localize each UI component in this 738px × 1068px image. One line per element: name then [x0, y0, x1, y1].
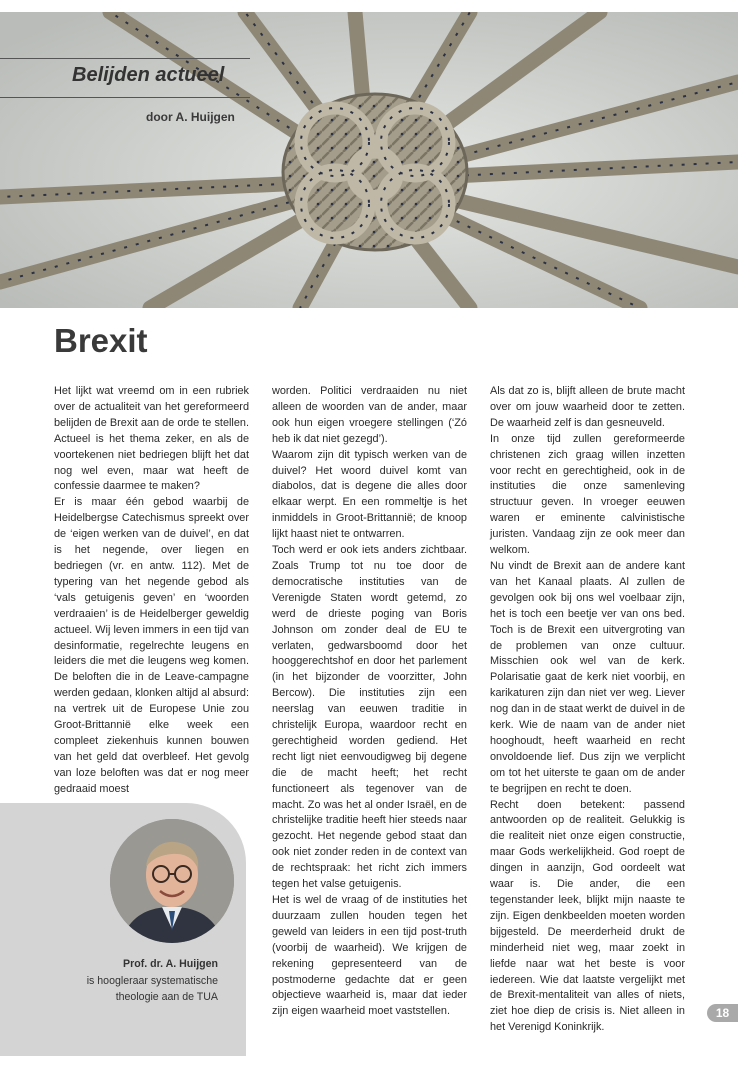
article-column-2	[272, 384, 467, 1020]
rubric-top-rule	[0, 58, 250, 59]
paragraph: In onze tijd zullen gereformeerde christenen zich graag willen inzetten voor recht en gerechtigheid, ook in de instituties die onze samenleving structuur geven. In vroeger eeuwen waren er eminente calvinistische juristen. Vandaag zijn ze ook meer dan welkom.	[490, 432, 685, 557]
rubric-title: Belijden actueel	[72, 64, 225, 86]
paragraph: Er is maar één gebod waarbij de Heidelbergse Catechismus spreekt over de ‘eigen werken van de duivel’, en dat is het negende, over liegen en bedriegen (vr. en antw. 112). Met de typering van het negende gebod als ‘vals getuigenis geven’ en ‘woorden verdraaien’ is de Heidelberger geweldig actueel. Wij leven immers in een tijd van desinformatie, regelrechte leugens en leiders die met die leugens weg komen. De beloften die in de Leave-campagne werden gedaan, klonken altijd al absurd: na vertrek uit de Europese Unie zou Groot-Brittannië elke week een compleet ziekenhuis kunnen bouwen van het geld dat overbleef. Het gevolg van loze beloften was dat er nog meer gedraaid moest	[54, 496, 249, 795]
paragraph: Het is wel de vraag of de instituties het duurzaam zullen houden tegen het geweld van leiders in een tijd post-truth (voorbij de waarheid). We krijgen de rekening gepresenteerd van de postmoderne gedachte dat er geen objectieve waarheid is, maar dat ieder zijn eigen waarheid moet vaststellen.	[272, 894, 467, 1018]
article-column-3	[490, 384, 685, 1036]
paragraph: Recht doen betekent: passend antwoorden op de realiteit. Gelukkig is die realiteit niet onze eigen constructie, maar Gods werkelijkheid. God roept de dingen in aanzijn, God oordeelt wat waar is. Die ander, die een tegenstander leek, blijkt mijn naaste te zijn. Eigen denkbeelden moeten worden bijgesteld. De meerderheid drukt de minderheid niet weg, maar zoekt in liefde naar wat het beste is voor iedereen. Wie dat laatste vergelijkt met de Brexit-mentaliteit van alles of niets, ziet hoe diep de crisis is. Niet alleen in het Verenigd Koninkrijk.	[490, 798, 685, 1034]
author-description-line: is hoogleraar systematische	[86, 975, 218, 987]
paragraph: Nu vindt de Brexit aan de andere kant van het Kanaal plaats. Al zullen de gevolgen ook bij ons wel voelbaar zijn, het is toch een beetje ver van ons bed. Toch is de Brexit een uitvergroting van de problemen van onze cultuur. Misschien ook wel van de kerk. Polarisatie gaat de kerk niet voorbij, en karikaturen zijn dan niet ver weg. Liever nog dan in de staat werkt de duivel in de kerk. Wie de naam van de ander niet hooghoudt, heeft waarheid en recht onvoldoende lief. Dus zijn we verplicht om tot het uiterste te gaan om de ander te begrijpen en recht te doen.	[490, 559, 685, 795]
paragraph: Als dat zo is, blijft alleen de brute macht over om jouw waarheid door te zetten. De waarheid zelf is dan gesneuveld.	[490, 385, 685, 429]
article-title: Brexit	[54, 322, 148, 359]
paragraph: Het lijkt wat vreemd om in een rubriek over de actualiteit van het gereformeerd belijden de Brexit aan de orde te stellen. Actueel is het thema zeker, en als de voortekenen niet bedriegen blijft het dat nog wel even, maar wat heeft de confessie daarmee te maken?	[54, 385, 249, 493]
author-name: Prof. dr. A. Huijgen	[123, 958, 218, 970]
hero-image-rope-knot	[0, 12, 738, 308]
rope-knot-illustration	[0, 12, 738, 308]
author-description-line: theologie aan de TUA	[115, 990, 218, 1003]
byline: door A. Huijgen	[146, 110, 235, 124]
article-column-1	[54, 384, 249, 798]
paragraph: worden. Politici verdraaiden nu niet alleen de woorden van de ander, maar ook hun eigen vroegere stellingen (‘Zó heb ik dat niet gezegd’).	[272, 385, 467, 445]
paragraph: Waarom zijn dit typisch werken van de duivel? Het woord duivel komt van diabolos, dat is degene die alles door elkaar werpt. En een rommeltje is het inmiddels in Groot-Brittannië; de knoop lijkt haast niet te ontwarren.	[272, 448, 467, 541]
page-number: 18	[707, 1004, 738, 1022]
rubric-bottom-rule	[0, 97, 250, 98]
author-description	[0, 974, 218, 1005]
paragraph: Toch werd er ook iets anders zichtbaar. Zoals Trump tot nu toe door de democratische instituties van de Verenigde Staten wordt getemd, zo werd de drieste poging van Boris Johnson om zonder deal de EU te verlaten, gedwarsboomd door het hooggerechtshof en door het parlement (in het bijzonder de voorzitter, John Bercow). Die instituties zijn een neerslag van eeuwen traditie in christelijk Europa, waardoor recht en gerechtigheid worden gediend. Het recht ligt niet eenvoudigweg bij degene die de macht heeft; het recht functioneert als tegenover van de macht. Zo was het al onder Israël, en de christelijke traditie heeft hier steeds naar gezocht. Het negende gebod staat dan ook niet zonder reden in de context van de rechtspraak: het richt zich immers tegen het valse getuigenis.	[272, 544, 467, 891]
author-photo	[110, 819, 234, 943]
